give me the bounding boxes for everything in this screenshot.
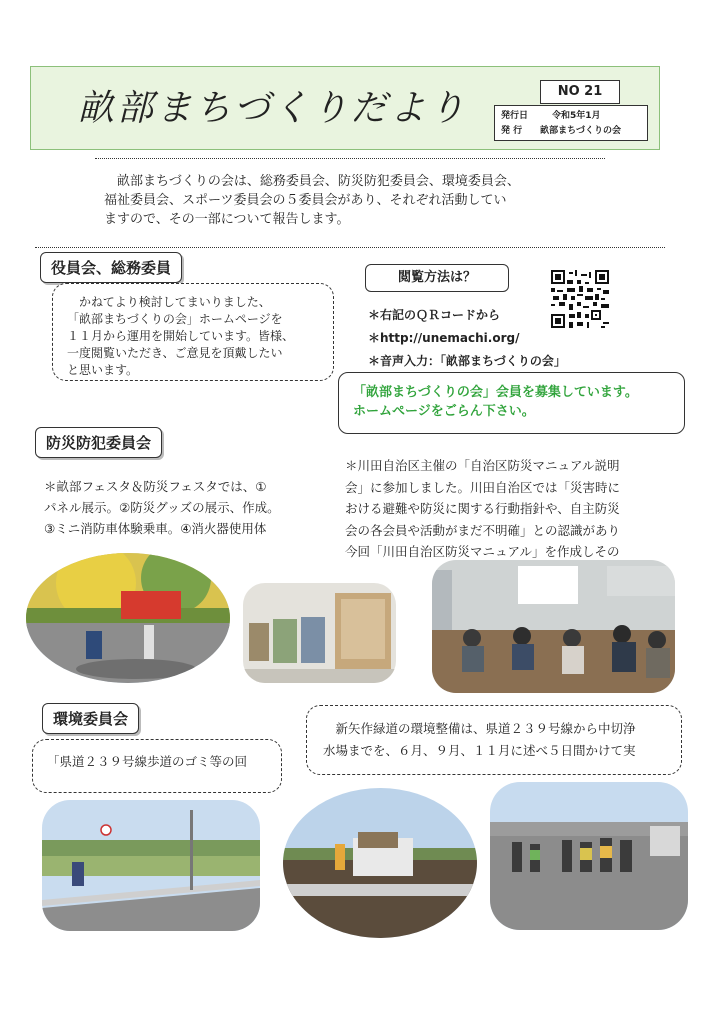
disaster-line: 会」に参加しました。川田自治区では「災害時に bbox=[345, 479, 621, 495]
access-item: ＊音声入力：「畝部まちづくりの会」 bbox=[368, 354, 566, 368]
intro-text bbox=[104, 172, 574, 229]
disaster-line: 今回「川田自治区防災マニュアル」を作成しその bbox=[345, 544, 620, 559]
access-heading: 閲覧方法は？ bbox=[365, 264, 509, 292]
qr-code-icon[interactable] bbox=[551, 270, 609, 328]
issue-number: NO 21 bbox=[540, 80, 620, 104]
officers-box bbox=[52, 283, 334, 381]
disaster-line: ＊畝部フェスタ＆防災フェスタでは、① bbox=[44, 479, 267, 494]
disaster-right-text bbox=[345, 455, 620, 563]
panel-display-photo bbox=[243, 583, 396, 683]
divider bbox=[95, 158, 605, 159]
festa-photo bbox=[26, 553, 231, 683]
officers-line: 一度閲覧いただき、ご意見を頂戴したい bbox=[67, 346, 283, 360]
environment-line: 新矢作緑道の環境整備は、県道２３９号線から中切浄 bbox=[335, 721, 636, 736]
environment-right-box bbox=[306, 705, 682, 775]
roadside-photo bbox=[42, 800, 260, 931]
publisher: 畝部まちづくりの会 bbox=[540, 126, 622, 136]
officers-line: 「畝部まちづくりの会」ホームページを bbox=[67, 312, 283, 326]
website-link[interactable]: ＊http://unemachi.org/ bbox=[368, 331, 520, 345]
group-photo bbox=[490, 782, 688, 930]
access-item: ＊右記のＱＲコードから bbox=[368, 308, 501, 322]
environment-heading: 環境委員会 bbox=[42, 703, 139, 734]
newsletter-title: 畝部まちづくりだより bbox=[78, 88, 468, 129]
issue-date: 令和5年1月 bbox=[552, 111, 601, 121]
issue-date-label: 発行日 bbox=[501, 111, 529, 121]
officers-line: １１月から運用を開始しています。皆様、 bbox=[67, 329, 295, 343]
disaster-line: パネル展示。②防災グッズの展示、作成。 bbox=[44, 500, 280, 515]
environment-line: 「県道２３９号線歩道のゴミ等の回 bbox=[47, 754, 248, 769]
truck-photo bbox=[283, 788, 478, 938]
officers-line: と思います。 bbox=[67, 363, 139, 377]
intro-line: 畝部まちづくりの会は、総務委員会、防災防犯委員会、環境委員会、 bbox=[117, 174, 520, 189]
disaster-line: おける避難や防災に関する行動指針や、自主防災 bbox=[345, 501, 620, 516]
disaster-line: 会の各会員や活動がまだ不明確」との認識があり bbox=[345, 522, 621, 538]
intro-line: ますので、その一部について報告します。 bbox=[104, 212, 350, 227]
meeting-photo bbox=[432, 560, 675, 693]
recruit-box bbox=[338, 372, 685, 434]
recruit-line: ホームページをごらん下さい。 bbox=[353, 404, 535, 419]
environment-line: 水場までを、６月、９月、１１月に述べ５日間かけて実 bbox=[323, 743, 636, 758]
disaster-left-text bbox=[44, 476, 280, 539]
officers-line: かねてより検討してまいりました、 bbox=[79, 295, 271, 309]
access-list bbox=[368, 304, 566, 373]
intro-line: 福祉委員会、スポーツ委員会の５委員会があり、それぞれ活動してい bbox=[104, 193, 507, 208]
environment-left-box bbox=[32, 739, 282, 793]
divider bbox=[35, 247, 665, 248]
disaster-heading: 防災防犯委員会 bbox=[35, 427, 162, 458]
officers-text bbox=[67, 294, 319, 379]
disaster-line: ＊川田自治区主催の「自治区防災マニュアル説明 bbox=[345, 458, 620, 473]
officers-heading: 役員会、総務委員 bbox=[40, 252, 182, 283]
issue-info bbox=[494, 105, 648, 141]
recruit-line: 「畝部まちづくりの会」会員を募集しています。 bbox=[353, 385, 638, 400]
disaster-line: ③ミニ消防車体験乗車。④消火器使用体 bbox=[44, 521, 267, 536]
publisher-label: 発 行 bbox=[501, 126, 523, 136]
